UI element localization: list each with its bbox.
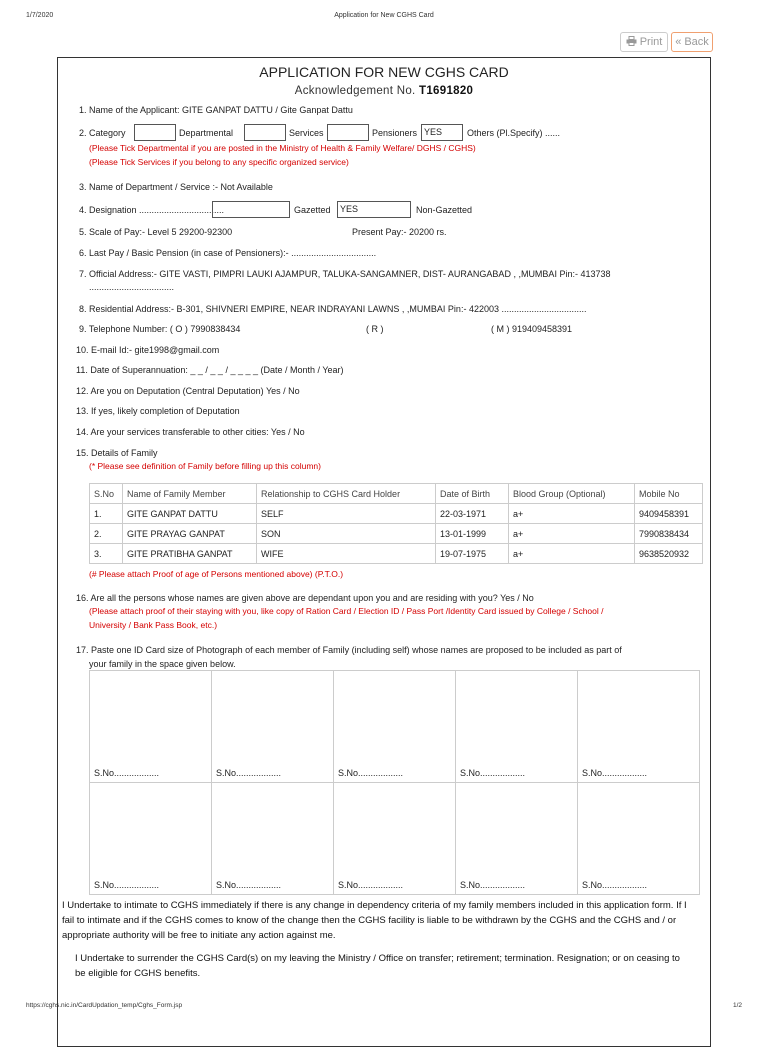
non-gazetted-label: Non-Gazetted	[416, 205, 473, 215]
deputation-question: 12. Are you on Deputation (Central Deputation) Yes / No	[76, 386, 300, 396]
printer-icon	[626, 36, 637, 49]
designation-box[interactable]	[212, 201, 290, 218]
cell-name: GITE PRATIBHA GANPAT	[123, 544, 257, 564]
cell-sno: 1.	[90, 504, 123, 524]
departmental-label: Departmental	[179, 128, 234, 138]
photo-slot-label: S.No..................	[460, 768, 526, 778]
form-title: APPLICATION FOR NEW CGHS CARD	[259, 64, 509, 80]
transferable-question: 14. Are your services transferable to other cities: Yes / No	[76, 427, 305, 437]
category-note-services: (Please Tick Services if you belong to any specific organized service)	[89, 157, 349, 167]
photo-slot-label: S.No..................	[582, 768, 648, 778]
double-chevron-left-icon: «	[675, 36, 682, 48]
print-button[interactable]	[620, 32, 668, 52]
last-pay: 6. Last Pay / Basic Pension (in case of Pensioners):- ..................................	[79, 248, 377, 258]
header-mobile: Mobile No	[635, 484, 703, 504]
photo-instruction-2: your family in the space given below.	[89, 659, 236, 669]
cell-mobile: 7990838434	[635, 524, 703, 544]
photo-slot	[334, 783, 456, 895]
services-label: Services	[289, 128, 324, 138]
present-pay: Present Pay:- 20200 rs.	[352, 227, 447, 237]
photo-slot-label: S.No..................	[94, 768, 160, 778]
back-button[interactable]	[671, 32, 713, 52]
photo-slot-label: S.No..................	[338, 768, 404, 778]
table-row	[90, 504, 703, 524]
cell-name: GITE GANPAT DATTU	[123, 504, 257, 524]
pensioners-label: Pensioners	[372, 128, 418, 138]
dependants-note-2: University / Bank Pass Book, etc.)	[89, 620, 218, 630]
cell-dob: 22-03-1971	[436, 504, 509, 524]
telephone-mobile: ( M ) 919409458391	[491, 324, 573, 334]
others-label: Others (Pl.Specify) ......	[467, 128, 561, 138]
cell-relationship: SELF	[257, 504, 436, 524]
photo-slot	[90, 671, 212, 783]
age-proof-note: (# Please attach Proof of age of Persons mentioned above) (P.T.O.)	[89, 569, 344, 579]
header-relationship: Relationship to CGHS Card Holder	[257, 484, 436, 504]
dependants-note-1: (Please attach proof of their staying with you, like copy of Ration Card / Election ID / Pass Port /Identity Card issued by College / School /	[89, 606, 604, 616]
cell-relationship: WIFE	[257, 544, 436, 564]
cell-dob: 13-01-1999	[436, 524, 509, 544]
photo-slot	[334, 671, 456, 783]
undertaking-intimate: I Undertake to intimate to CGHS immediately if there is any change in dependency criteria of my family members included in this application form. If I fail to intimate and if the CGHS comes to know of the change then the CGHS facility is liable to be withdrawn by the CGHS and the CGHS and / or appropriate authority will be free to initiate any action against me.	[62, 900, 687, 941]
cell-name: GITE PRAYAG GANPAT	[123, 524, 257, 544]
header-blood-group: Blood Group (Optional)	[509, 484, 635, 504]
photo-slot	[212, 671, 334, 783]
date-of-superannuation: 11. Date of Superannuation: _ _ / _ _ / _ _ _ _ (Date / Month / Year)	[76, 365, 344, 375]
photo-instruction-1: 17. Paste one ID Card size of Photograph of each member of Family (including self) whose names are proposed to be included as part of	[76, 645, 622, 655]
cell-dob: 19-07-1975	[436, 544, 509, 564]
family-table	[89, 483, 703, 564]
applicant-name: 1. Name of the Applicant: GITE GANPAT DATTU / Gite Ganpat Dattu	[79, 105, 353, 115]
acknowledgement	[57, 85, 711, 97]
photo-slot-label: S.No..................	[216, 768, 282, 778]
header-sno: S.No	[90, 484, 123, 504]
photo-slot-label: S.No..................	[582, 880, 648, 890]
family-details-label: 15. Details of Family	[76, 448, 158, 458]
cell-mobile: 9409458391	[635, 504, 703, 524]
telephone-residence: ( R )	[366, 324, 384, 334]
header-name: Name of Family Member	[123, 484, 257, 504]
telephone-office: 9. Telephone Number: ( O ) 7990838434	[79, 324, 241, 334]
departmental-box[interactable]	[244, 124, 286, 141]
photo-slot-label: S.No..................	[338, 880, 404, 890]
back-label: Back	[684, 36, 709, 48]
print-date: 1/7/2020	[26, 12, 54, 19]
dependants-question: 16. Are all the persons whose names are given above are dependant upon you and are residing with you? Yes / No	[76, 593, 534, 603]
services-box[interactable]	[327, 124, 369, 141]
table-row	[90, 544, 703, 564]
category-note-departmental: (Please Tick Departmental if you are posted in the Ministry of Health & Family Welfare/ DGHS / CGHS)	[89, 143, 476, 153]
photo-slot-label: S.No..................	[460, 880, 526, 890]
photo-grid	[89, 670, 700, 895]
official-address-cont: ..................................	[89, 282, 175, 292]
photo-slot	[90, 783, 212, 895]
ack-number: T1691820	[419, 85, 474, 97]
undertaking-surrender: I Undertake to surrender the CGHS Card(s) on my leaving the Ministry / Office on transfer; retirement; termination. Resignation; or on ceasing to be eligible for CGHS benefits.	[75, 953, 680, 979]
designation-label: 4. Designation ..................................	[79, 205, 225, 215]
cell-relationship: SON	[257, 524, 436, 544]
photo-slot	[578, 783, 700, 895]
photo-slot	[578, 671, 700, 783]
cell-sno: 3.	[90, 544, 123, 564]
photo-slot-label: S.No..................	[216, 880, 282, 890]
pensioners-box[interactable]: YES	[421, 124, 463, 141]
cell-mobile: 9638520932	[635, 544, 703, 564]
gazetted-box[interactable]: YES	[337, 201, 411, 218]
email: 10. E-mail Id:- gite1998@gmail.com	[76, 345, 220, 355]
photo-slot	[212, 783, 334, 895]
family-details-note: (* Please see definition of Family before filling up this column)	[89, 461, 321, 471]
print-url: https://cghs.nic.in/CardUpdation_temp/Cghs_Form.jsp	[26, 1002, 183, 1009]
scale-of-pay: 5. Scale of Pay:- Level 5 29200-92300	[79, 227, 233, 237]
cell-sno: 2.	[90, 524, 123, 544]
cell-blood-group: a+	[509, 544, 635, 564]
category-label: 2. Category	[79, 128, 126, 138]
table-row	[90, 524, 703, 544]
family-table-header	[90, 484, 703, 504]
official-address: 7. Official Address:- GITE VASTI, PIMPRI LAUKI AJAMPUR, TALUKA-SANGAMNER, DIST- AURANGABAD , ,MUMBAI Pin:- 413738	[79, 269, 611, 279]
department-service: 3. Name of Department / Service :- Not Available	[79, 182, 273, 192]
cell-blood-group: a+	[509, 524, 635, 544]
photo-slot	[456, 671, 578, 783]
print-label: Print	[639, 36, 663, 48]
photo-slot-label: S.No..................	[94, 880, 160, 890]
residential-address: 8. Residential Address:- B-301, SHIVNERI EMPIRE, NEAR INDRAYANI LAWNS , ,MUMBAI Pin:- 422003 ..................................	[79, 304, 587, 314]
gazetted-label: Gazetted	[294, 205, 331, 215]
cell-blood-group: a+	[509, 504, 635, 524]
print-page-number: 1/2	[733, 1002, 743, 1009]
deputation-completion: 13. If yes, likely completion of Deputation	[76, 406, 240, 416]
header-dob: Date of Birth	[436, 484, 509, 504]
category-box[interactable]	[134, 124, 176, 141]
ack-label: Acknowledgement No.	[294, 85, 416, 97]
photo-slot	[456, 783, 578, 895]
print-title: Application for New CGHS Card	[334, 12, 434, 19]
